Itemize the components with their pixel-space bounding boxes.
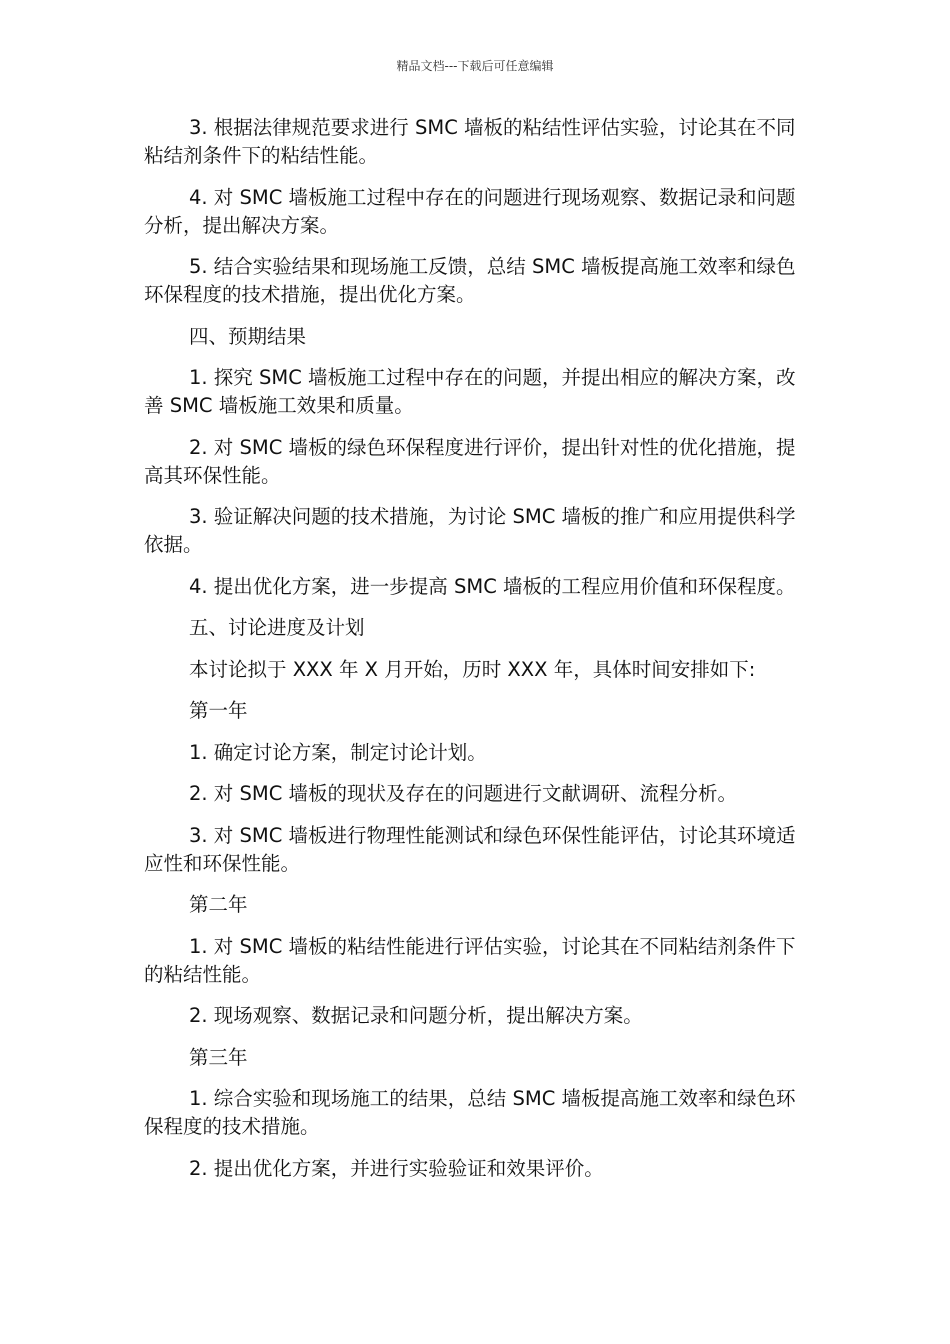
paragraph: 1. 确定讨论方案，制定讨论计划。 [189,740,487,764]
paragraph: 4. 提出优化方案，进一步提高 SMC 墙板的工程应用价值和环保程度。 [189,574,796,598]
paragraph: 2. 对 SMC 墙板的现状及存在的问题进行文献调研、流程分析。 [189,782,738,805]
paragraph: 2. 提出优化方案，并进行实验验证和效果评价。 [189,1156,604,1180]
paragraph: 4. 对 SMC 墙板施工过程中存在的问题进行现场观察、数据记录和问题分析，提出解决方案。 [144,185,796,237]
paragraph: 3. 根据法律规范要求进行 SMC 墙板的粘结性评估实验，讨论其在不同粘结剂条件下的粘结性能。 [144,116,796,167]
paragraph: 2. 对 SMC 墙板的绿色环保程度进行评价，提出针对性的优化措施，提高其环保性能。 [144,435,796,487]
document-body [144,114,804,1196]
paragraph: 1. 探究 SMC 墙板施工过程中存在的问题，并提出相应的解决方案，改善 SMC 墙板施工效果和质量。 [144,366,796,417]
year-heading: 第二年 [189,893,248,916]
paragraph: 本讨论拟于 XXX 年 X 月开始，历时 XXX 年，具体时间安排如下: [189,657,756,681]
year-heading: 第一年 [189,699,248,722]
page-header: 精品文档---下载后可任意编辑 [396,59,554,73]
year-heading: 第三年 [189,1045,248,1069]
section-heading: 五、讨论进度及计划 [189,616,365,639]
paragraph: 3. 对 SMC 墙板进行物理性能测试和绿色环保性能评估，讨论其环境适应性和环保性能。 [144,823,796,875]
section-heading: 四、预期结果 [189,324,307,348]
paragraph: 5. 结合实验结果和现场施工反馈，总结 SMC 墙板提高施工效率和绿色环保程度的技术措施，提出优化方案。 [144,255,796,306]
paragraph: 3. 验证解决问题的技术措施，为讨论 SMC 墙板的推广和应用提供科学依据。 [144,505,796,556]
paragraph: 1. 综合实验和现场施工的结果，总结 SMC 墙板提高施工效率和绿色环保程度的技术措施。 [144,1087,796,1138]
paragraph: 1. 对 SMC 墙板的粘结性能进行评估实验，讨论其在不同粘结剂条件下的粘结性能。 [144,934,796,986]
paragraph: 2. 现场观察、数据记录和问题分析，提出解决方案。 [189,1004,643,1027]
